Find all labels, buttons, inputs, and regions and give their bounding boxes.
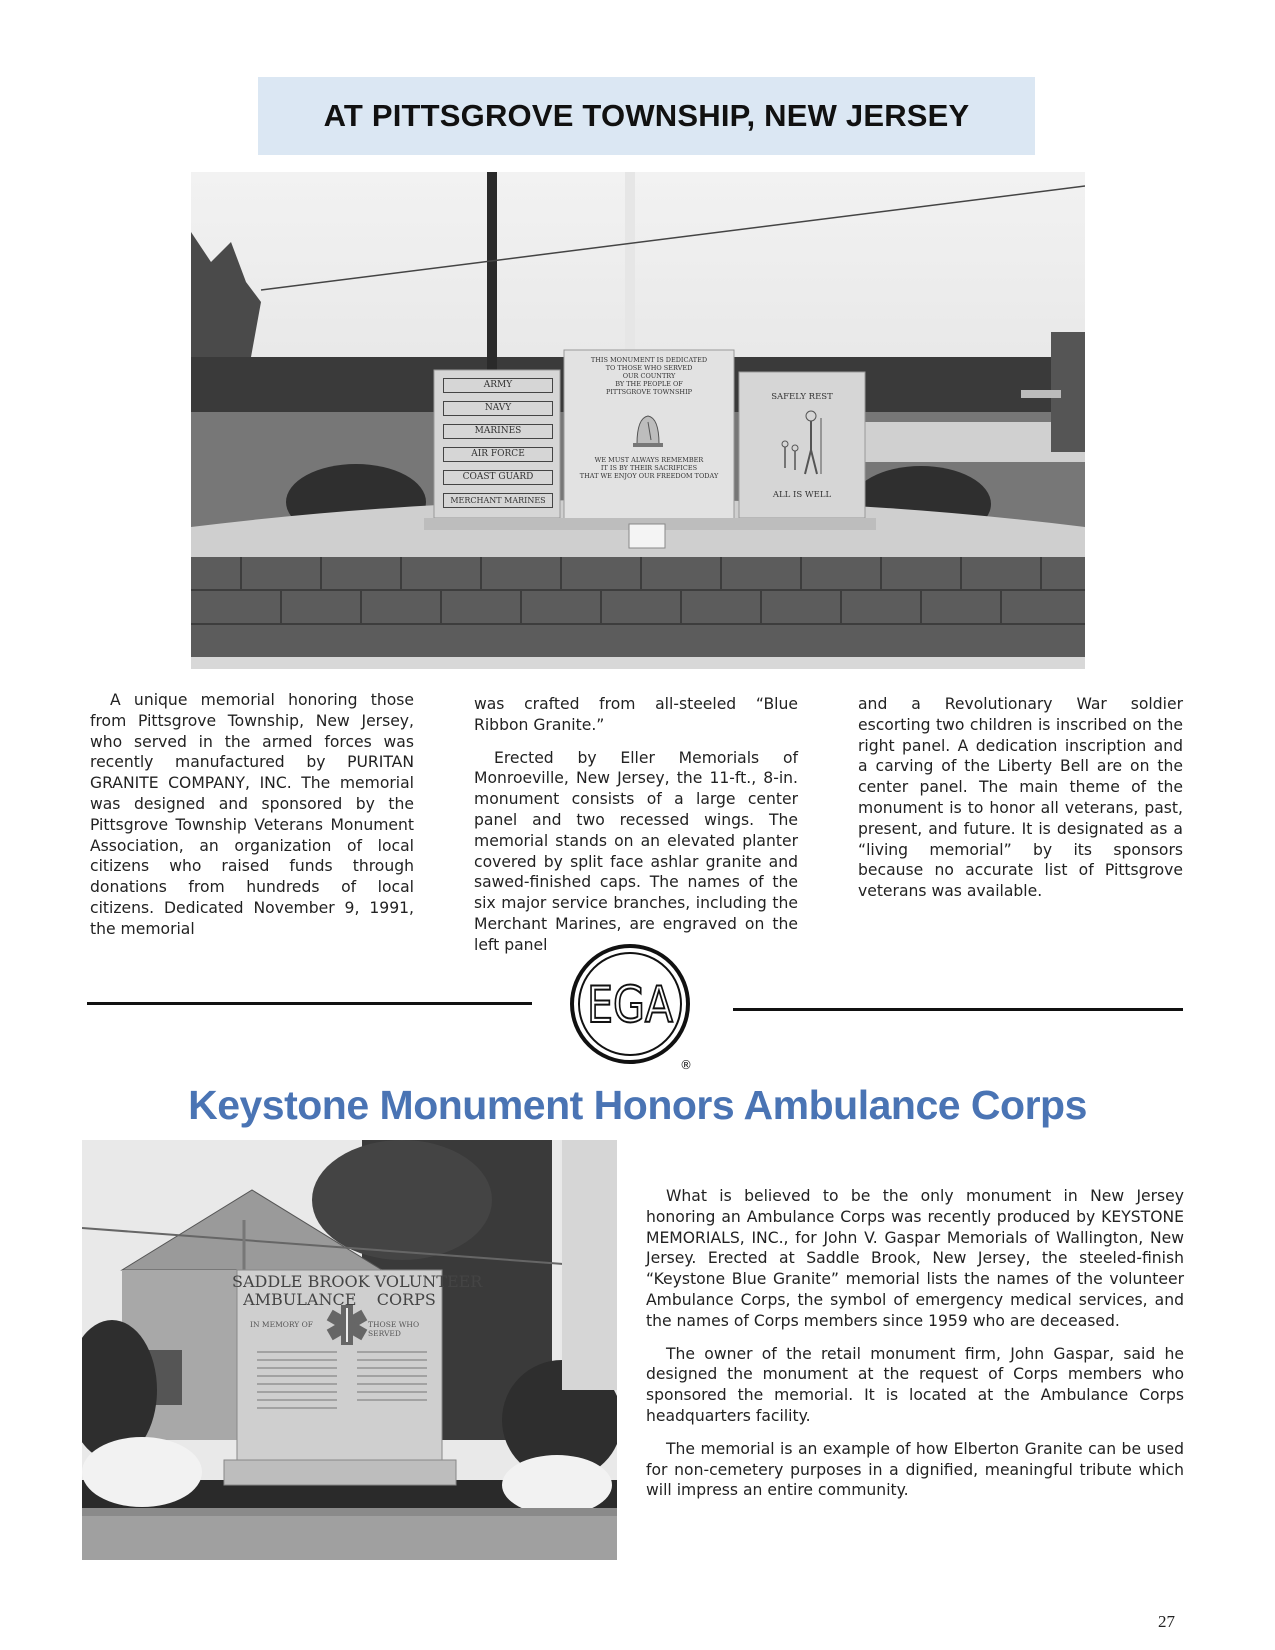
monument-right-caption: THOSE WHO SERVED bbox=[368, 1320, 420, 1338]
divider-right bbox=[733, 1008, 1183, 1011]
article1-paragraph: A unique memorial honoring those from Pittsgrove Township, New Jersey, who served in the armed forces was recently manufactured by PURITAN GRANITE COMPANY, INC. The memorial was designed and sponsored by the Pittsgrove Township Veterans Monument Association, an organization of local citizens who raised funds through donations from hundreds of local citizens. Dedicated November 9, 1991, the memorial bbox=[90, 691, 414, 938]
branch-name: NAVY bbox=[443, 401, 553, 416]
page-number: 27 bbox=[1158, 1612, 1175, 1631]
liberty-bell-carving bbox=[629, 410, 667, 450]
right-panel-top-text: SAFELY REST bbox=[771, 392, 833, 402]
right-panel-bottom-text: ALL IS WELL bbox=[772, 490, 832, 500]
inscription-line: WE MUST ALWAYS REMEMBER bbox=[594, 456, 704, 464]
article2-paragraph: The owner of the retail monument firm, John Gaspar, said he designed the monument at the request of Corps members who sponsored the memorial. It is located at the Ambulance Corps headquarters facility. bbox=[646, 1344, 1184, 1425]
logo-letters: EGA bbox=[587, 976, 673, 1034]
branch-name: MERCHANT MARINES bbox=[443, 493, 553, 508]
article1-column-2 bbox=[474, 694, 798, 968]
inscription-line: THAT WE ENJOY OUR FREEDOM TODAY bbox=[579, 472, 719, 480]
section-title-band bbox=[258, 77, 1035, 155]
inscription-line: PITTSGROVE TOWNSHIP bbox=[605, 388, 693, 396]
article2-paragraph: The memorial is an example of how Elberton Granite can be used for non-cemetery purposes in a dignified, meaningful tribute which will impress an entire community. bbox=[646, 1439, 1184, 1500]
branch-name: COAST GUARD bbox=[443, 470, 553, 485]
inscription-line: IT IS BY THEIR SACRIFICES bbox=[600, 464, 698, 472]
inscription-line: TO THOSE WHO SERVED bbox=[605, 364, 693, 372]
article1-paragraph: and a Revolutionary War soldier escorting two children is inscribed on the right panel. A dedication inscription and a carving of the Liberty Bell are on the center panel. The main theme of the monument is to honor all veterans, past, present, and future. It is designated as a “living memorial” by its sponsors because no accurate list of Pittsgrove veterans was available. bbox=[858, 695, 1183, 901]
branch-name: MARINES bbox=[443, 424, 553, 439]
ega-logo bbox=[568, 942, 698, 1072]
article1-paragraph: was crafted from all-steeled “Blue Ribbon Granite.” bbox=[474, 695, 798, 734]
inscription-line: OUR COUNTRY bbox=[622, 372, 676, 380]
ambulance-monument-photo bbox=[82, 1140, 617, 1560]
article1-column-3 bbox=[858, 694, 1183, 914]
center-panel-inscription bbox=[569, 356, 729, 396]
article2-body bbox=[646, 1186, 1184, 1513]
monument-title-line-2: AMBULANCE CORPS bbox=[243, 1290, 436, 1309]
article2-headline: Keystone Monument Honors Ambulance Corps bbox=[188, 1082, 1087, 1128]
article1-paragraph: Erected by Eller Memorials of Monroeville, New Jersey, the 11-ft., 8-in. monument consists of a large center panel and two recessed wings. The memorial stands on an elevated planter covered by split face ashlar granite and sawed-finished caps. The names of the six major service branches, including the Merchant Marines, are engraved on the left panel bbox=[474, 748, 798, 954]
monument-left-caption: IN MEMORY OF bbox=[250, 1320, 313, 1329]
pittsgrove-monument-photo bbox=[191, 172, 1085, 669]
soldier-carving bbox=[771, 408, 831, 478]
branch-name: AIR FORCE bbox=[443, 447, 553, 462]
inscription-line: BY THE PEOPLE OF bbox=[615, 380, 683, 388]
branch-name: ARMY bbox=[443, 378, 553, 393]
branch-list bbox=[443, 378, 553, 508]
article2-paragraph: What is believed to be the only monument in New Jersey honoring an Ambulance Corps was recently produced by KEYSTONE MEMORIALS, INC., for John V. Gaspar Memorials of Wallington, New Jersey. Erected at Saddle Brook, New Jersey, the steeled-finish “Keystone Blue Granite” memorial lists the names of the volunteer Ambulance Corps, the symbol of emergency medical services, and the names of Corps members since 1959 who are deceased. bbox=[646, 1187, 1184, 1330]
center-panel-bottom-inscription bbox=[569, 456, 729, 480]
monument-title-line-1: SADDLE BROOK VOLUNTEER bbox=[232, 1272, 483, 1291]
divider-left bbox=[87, 1002, 532, 1005]
registered-mark: ® bbox=[680, 1058, 692, 1072]
section-title: AT PITTSGROVE TOWNSHIP, NEW JERSEY bbox=[323, 98, 970, 133]
inscription-line: THIS MONUMENT IS DEDICATED bbox=[590, 356, 708, 364]
article1-column-1 bbox=[90, 690, 414, 952]
